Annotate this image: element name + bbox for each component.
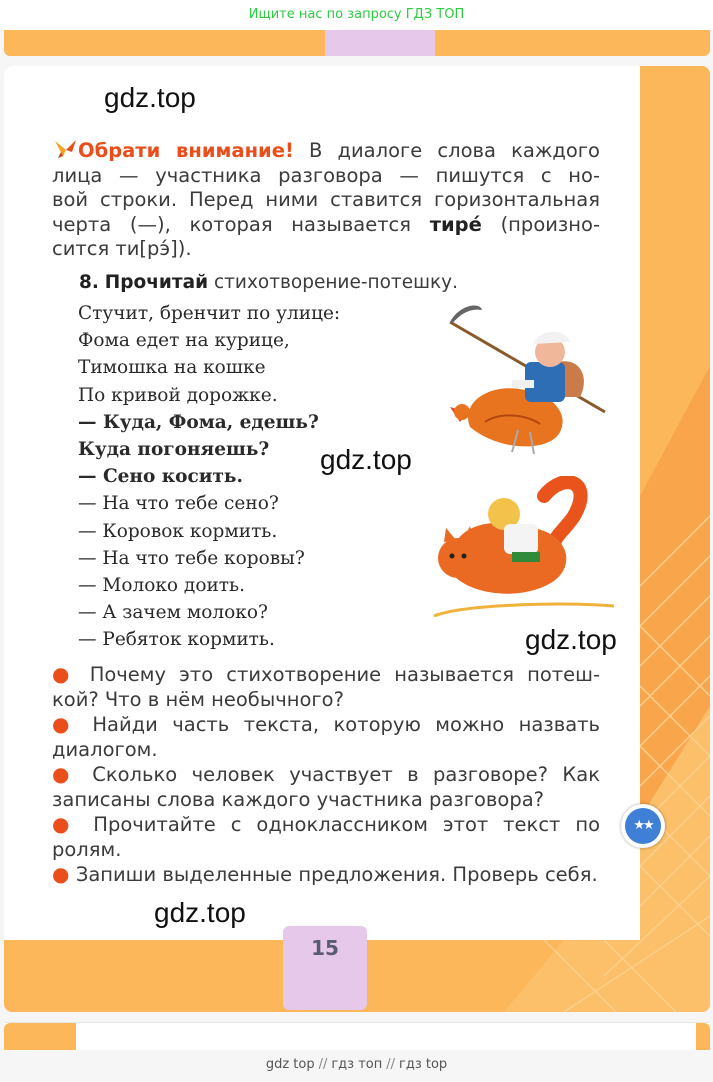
term-tire: тире́ (429, 212, 482, 236)
poem-line: — Коровок кормить. (78, 520, 278, 542)
note-line-4: черта (—), которая называется тире́ (произно- (52, 212, 601, 236)
bullet-dot-icon: ● (52, 662, 90, 686)
illustration-timoshka-on-cat (424, 476, 614, 618)
next-page-edge (4, 1022, 710, 1051)
poem-line: — Ребяток кормить. (78, 629, 275, 651)
poem (78, 300, 438, 654)
poem-line: Стучит, бренчит по улице: (78, 303, 341, 324)
poem-line: Фома едет на курице, (78, 330, 290, 352)
note-line-5: сится ти[рэ́]). (52, 237, 192, 260)
textbook-page (4, 66, 710, 1012)
task-text: стихотворение-потешку. (213, 272, 459, 293)
bullet-dot-icon: ● (52, 812, 94, 836)
note-line-1: Обрати внимание! В диалоге слова каждого (52, 138, 600, 164)
question-item: ● Запиши выделенные предложения. Проверь себя. (52, 862, 598, 886)
footer-separator-1: // (318, 1057, 328, 1072)
pencil-icon (52, 138, 78, 160)
next-page-left-tab (4, 1023, 76, 1051)
footer-links (0, 1050, 713, 1082)
bullet-dot-icon: ● (52, 712, 93, 736)
task-number: 8. (79, 272, 99, 293)
stars-icon: ★★ (625, 808, 661, 844)
page-number: 15 (311, 936, 339, 960)
poem-line: Куда погоняешь? (78, 439, 270, 461)
poem-line: — Сено косить. (78, 466, 243, 488)
task-heading (79, 272, 458, 293)
questions-list (52, 662, 600, 888)
attention-heading: Обрати внимание! (78, 139, 294, 162)
footer-link-3[interactable]: гдз top (399, 1057, 448, 1072)
search-banner[interactable]: Ищите нас по запросу ГДЗ ТОП (0, 0, 713, 30)
question-item: ● Сколько человек участвует в разговоре? Как записаны слова каждого участника разговора? (52, 762, 600, 811)
watermark-4: gdz.top (154, 897, 246, 928)
poem-line: — На что тебе сено? (78, 493, 279, 515)
bullet-dot-icon: ● (52, 762, 93, 786)
attention-note (52, 138, 600, 262)
poem-line: По кривой дорожке. (78, 384, 278, 406)
footer-separator-2: // (386, 1057, 395, 1072)
question-item: ● Почему это стихотворение называется потеш-кой? Что в нём необычного? (52, 662, 601, 711)
question-item: ● Найди часть текста, которую можно назвать диалогом. (52, 712, 601, 761)
task-verb: Прочитай (104, 272, 209, 293)
previous-page-tab (325, 30, 435, 56)
watermark-1: gdz.top (104, 82, 196, 113)
poem-line: — Молоко доить. (78, 575, 245, 597)
stars-button[interactable] (621, 804, 665, 848)
poem-line: — На что тебе коровы? (78, 547, 305, 569)
note-line-3: вой строки. Перед ними ставится горизонтальная (52, 188, 600, 211)
watermark-3: gdz.top (525, 624, 617, 655)
illustration-foma-on-hen (430, 302, 610, 462)
watermark-2: gdz.top (320, 444, 412, 475)
previous-page-edge (4, 30, 710, 56)
poem-line: — Куда, Фома, едешь? (78, 411, 319, 433)
footer-link-2[interactable]: гдз топ (331, 1057, 383, 1072)
note-line-2: лица — участника разговора — пишутся с но- (52, 163, 600, 187)
poem-line: Тимошка на кошке (78, 357, 266, 379)
bullet-dot-icon: ● (52, 862, 76, 886)
poem-line: — А зачем молоко? (78, 602, 268, 624)
question-item: ● Прочитайте с одноклассником этот текст по ролям. (52, 812, 601, 861)
next-page-right-tab (696, 1023, 710, 1051)
footer-link-1[interactable]: gdz top (265, 1057, 315, 1072)
